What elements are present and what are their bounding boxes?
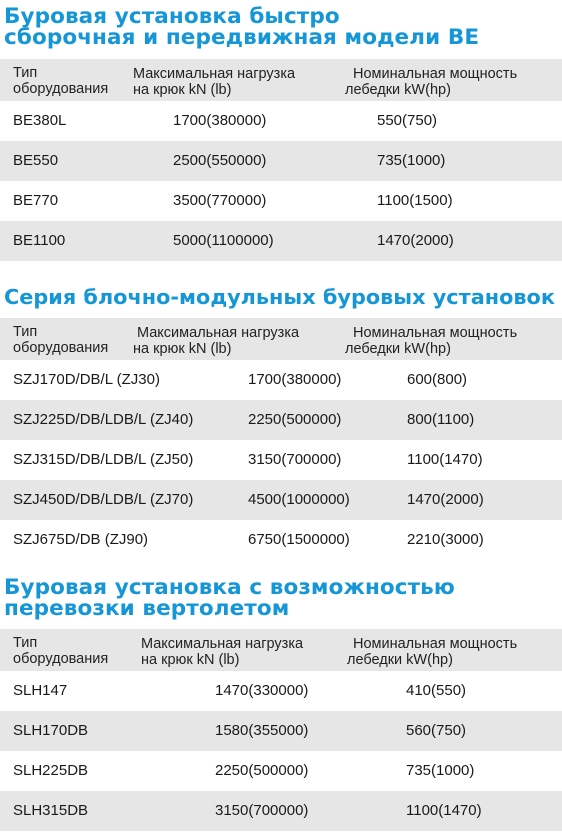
table-row: [0, 711, 562, 751]
section-title: [4, 577, 455, 619]
cell-load: 5000(1100000): [173, 232, 274, 249]
cell-power: 2210(3000): [407, 531, 484, 548]
section-title-line: перевозки вертолетом: [4, 596, 290, 621]
cell-load: 1580(355000): [215, 722, 309, 739]
table-row: [0, 751, 562, 791]
header-power-line1: Номинальная мощность: [353, 66, 518, 82]
cell-model: SZJ225D/DB/LDB/L (ZJ40): [13, 411, 194, 428]
header-load-line1: Максимальная нагрузка: [137, 325, 300, 341]
header-power-line2: лебедки kW(hp): [347, 652, 453, 668]
cell-power: 735(1000): [377, 152, 446, 169]
cell-load: 3150(700000): [215, 802, 309, 819]
cell-power: 800(1100): [407, 411, 475, 428]
header-type-line1: Тип: [13, 65, 38, 81]
cell-model: SZJ675D/DB (ZJ90): [13, 531, 149, 548]
table-row: [0, 480, 562, 520]
cell-power: 410(550): [406, 682, 467, 699]
cell-model: BE1100: [13, 232, 66, 249]
cell-model: SLH170DB: [13, 722, 89, 739]
section-title-line: Буровая установка быстро: [4, 4, 340, 29]
cell-power: 560(750): [406, 722, 467, 739]
section-title-line: сборочная и передвижная модели BE: [4, 25, 480, 50]
cell-power: 1470(2000): [407, 491, 484, 508]
header-load-line2: на крюк kN (lb): [141, 652, 240, 668]
cell-power: 735(1000): [406, 762, 475, 779]
cell-model: SZJ170D/DB/L (ZJ30): [13, 371, 160, 388]
table-header: [0, 629, 562, 671]
header-load-line2: на крюк kN (lb): [133, 82, 232, 98]
header-power-line2: лебедки kW(hp): [345, 82, 451, 98]
cell-load: 2250(500000): [248, 411, 342, 428]
table-row: [0, 520, 562, 560]
cell-power: 550(750): [377, 112, 438, 129]
cell-load: 1700(380000): [173, 112, 267, 129]
cell-load: 1470(330000): [215, 682, 309, 699]
cell-power: 1100(1470): [406, 802, 482, 819]
header-type-line1: Тип: [13, 635, 38, 651]
cell-power: 1100(1470): [407, 451, 483, 468]
table-header: [0, 59, 562, 101]
table-row: [0, 101, 562, 141]
cell-model: SZJ315D/DB/LDB/L (ZJ50): [13, 451, 194, 468]
cell-load: 3150(700000): [248, 451, 342, 468]
spec-table: [0, 629, 562, 831]
table-header: [0, 318, 562, 360]
section-title-line: Буровая установка с возможностью: [4, 575, 455, 600]
cell-model: BE380L: [13, 112, 67, 129]
cell-model: SLH225DB: [13, 762, 89, 779]
cell-load: 6750(1500000): [248, 531, 350, 548]
header-load-line2: на крюк kN (lb): [133, 341, 232, 357]
cell-model: BE550: [13, 152, 59, 169]
header-power-line1: Номинальная мощность: [353, 325, 518, 341]
table-row: [0, 141, 562, 181]
section-title-line: Серия блочно-модульных буровых установок: [4, 285, 555, 309]
cell-model: SZJ450D/DB/LDB/L (ZJ70): [13, 491, 194, 508]
header-power-line2: лебедки kW(hp): [345, 341, 451, 357]
table-row: [0, 440, 562, 480]
cell-power: 600(800): [407, 371, 468, 388]
cell-model: SLH147: [13, 682, 68, 699]
cell-load: 2250(500000): [215, 762, 309, 779]
header-type-line1: Тип: [13, 324, 38, 340]
header-load-line1: Максимальная нагрузка: [141, 636, 304, 652]
header-load-line1: Максимальная нагрузка: [133, 66, 296, 82]
cell-load: 2500(550000): [173, 152, 267, 169]
spec-table: [0, 59, 562, 261]
cell-model: SLH315DB: [13, 802, 89, 819]
spec-table: [0, 318, 562, 560]
section-title: [4, 287, 555, 308]
cell-load: 4500(1000000): [248, 491, 350, 508]
table-row: [0, 360, 562, 400]
cell-model: BE770: [13, 192, 59, 209]
cell-load: 3500(770000): [173, 192, 267, 209]
section-title: [4, 6, 479, 48]
header-type-line2: оборудования: [13, 340, 109, 356]
header-power-line1: Номинальная мощность: [353, 636, 518, 652]
header-type-line2: оборудования: [13, 81, 109, 97]
table-row: [0, 400, 562, 440]
table-row: [0, 181, 562, 221]
cell-load: 1700(380000): [248, 371, 342, 388]
cell-power: 1100(1500): [377, 192, 453, 209]
cell-power: 1470(2000): [377, 232, 454, 249]
header-type-line2: оборудования: [13, 651, 109, 667]
table-row: [0, 221, 562, 261]
table-row: [0, 791, 562, 831]
table-row: [0, 671, 562, 711]
